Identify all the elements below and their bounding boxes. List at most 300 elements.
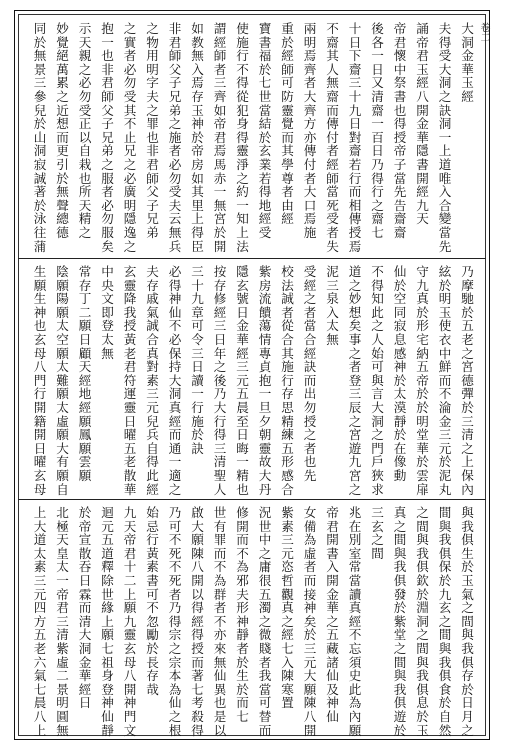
glyph: 三 (213, 75, 227, 91)
glyph: 吞 (78, 559, 92, 575)
glyph: 同 (33, 21, 47, 36)
text-column (32, 506, 49, 737)
glyph: 行 (146, 532, 159, 548)
glyph: 之 (393, 640, 407, 656)
glyph: 之 (236, 170, 249, 186)
glyph: 太 (56, 399, 69, 415)
glyph: 華 (123, 481, 137, 497)
glyph: 得 (371, 277, 384, 293)
glyph: 房 (258, 277, 272, 293)
glyph: 神 (236, 613, 249, 629)
glyph: 三 (146, 386, 159, 402)
glyph: 間 (438, 627, 452, 643)
glyph: 當 (348, 572, 362, 588)
text-column (77, 22, 94, 240)
glyph: 勿 (101, 211, 114, 227)
glyph: 子 (393, 156, 407, 172)
text-band-lower (18, 506, 486, 738)
glyph: 真 (348, 600, 362, 616)
glyph: 元 (146, 399, 159, 415)
glyph: 金 (236, 318, 249, 334)
glyph: 流 (258, 291, 272, 307)
glyph: 景 (56, 681, 69, 697)
glyph: 三 (303, 640, 317, 656)
glyph: 告 (393, 197, 407, 213)
glyph: 廣 (123, 184, 137, 200)
glyph: 異 (213, 681, 227, 697)
glyph: 於 (191, 129, 204, 145)
text-column (257, 22, 274, 240)
glyph: 真 (168, 399, 182, 415)
glyph: 之 (348, 345, 362, 361)
glyph: 兵 (168, 238, 182, 254)
glyph: 齋 (371, 211, 384, 227)
glyph: 入 (326, 304, 339, 320)
glyph: 生 (461, 545, 474, 561)
glyph: 考 (191, 695, 204, 711)
glyph: 紫 (258, 264, 272, 279)
glyph: 始 (371, 345, 384, 361)
glyph: 存 (461, 668, 474, 684)
glyph: 當 (258, 102, 272, 118)
text-column (369, 265, 386, 496)
glyph: 三 (33, 572, 47, 588)
glyph: 紫 (281, 505, 294, 520)
glyph: 人 (371, 331, 384, 347)
glyph: 精 (78, 211, 92, 227)
glyph: 動 (393, 467, 407, 483)
glyph: 可 (371, 359, 384, 375)
glyph: 於 (438, 454, 452, 470)
glyph: 而 (303, 572, 317, 588)
glyph: 之 (168, 708, 182, 724)
glyph: 得 (438, 34, 452, 50)
glyph: 夕 (258, 413, 272, 429)
glyph: 君 (213, 129, 227, 145)
glyph: 帝 (326, 505, 339, 520)
glyph: 從 (236, 88, 249, 104)
glyph: 八 (303, 708, 317, 724)
glyph: 於 (461, 559, 474, 575)
glyph: 開 (303, 722, 317, 738)
glyph: 使 (438, 318, 452, 334)
glyph: 開 (191, 572, 204, 588)
glyph: 遊 (348, 440, 362, 456)
glyph: 洞 (78, 640, 92, 656)
glyph: 經 (326, 156, 339, 172)
glyph: 若 (258, 170, 272, 186)
glyph: 犯 (236, 102, 249, 118)
glyph: 之 (78, 61, 92, 77)
glyph: 與 (438, 518, 452, 534)
glyph: 君 (123, 545, 137, 561)
glyph: 保 (438, 559, 452, 575)
glyph: 替 (258, 708, 272, 724)
glyph: 寂 (393, 318, 407, 334)
glyph: 玉 (438, 304, 452, 320)
glyph: 仙 (101, 708, 114, 724)
glyph: 三 (348, 75, 362, 91)
glyph: 地 (78, 386, 92, 402)
glyph: 中 (393, 61, 407, 77)
glyph: 金 (78, 654, 92, 670)
glyph: 生 (236, 668, 249, 684)
glyph: 學 (281, 156, 294, 172)
glyph: 此 (371, 304, 384, 320)
glyph: 庸 (258, 559, 272, 575)
glyph: 真 (281, 600, 294, 616)
glyph: 齋 (326, 88, 339, 104)
glyph: 之 (303, 291, 317, 307)
glyph: 言 (371, 386, 384, 402)
text-column (369, 506, 386, 560)
glyph: 恣 (281, 559, 294, 575)
text-column (54, 506, 71, 737)
glyph: 可 (168, 518, 182, 534)
glyph: 宅 (416, 331, 429, 347)
glyph: 者 (236, 640, 249, 656)
text-column (122, 22, 139, 253)
glyph: 七 (258, 75, 272, 91)
glyph: 總 (56, 211, 69, 227)
glyph: 大 (303, 88, 317, 104)
glyph: 山 (33, 129, 47, 145)
glyph: 父 (101, 102, 114, 118)
glyph: 施 (191, 413, 204, 429)
glyph: 施 (168, 129, 182, 145)
glyph: 洞 (438, 116, 452, 132)
glyph: 行 (281, 372, 294, 388)
glyph: 登 (348, 372, 362, 388)
glyph: 服 (101, 224, 114, 240)
glyph: 抱 (101, 21, 114, 36)
glyph: 紫 (56, 640, 69, 656)
glyph: 於 (393, 722, 407, 738)
glyph: 願 (56, 277, 69, 293)
glyph: 修 (213, 291, 227, 307)
glyph: 保 (461, 467, 474, 483)
glyph: 日 (348, 34, 362, 50)
glyph: 使 (236, 21, 249, 36)
glyph: 不 (146, 600, 159, 616)
glyph: 五 (416, 359, 429, 375)
glyph: 別 (348, 532, 362, 548)
glyph: 尊 (281, 170, 294, 186)
glyph: 上 (33, 722, 47, 738)
glyph: 齋 (393, 211, 407, 227)
glyph: 對 (146, 359, 159, 375)
glyph: 三 (191, 264, 204, 279)
glyph: 形 (236, 600, 249, 616)
glyph: 開 (123, 681, 137, 697)
text-column (212, 22, 229, 253)
glyph: 各 (371, 34, 384, 50)
glyph: 一 (371, 116, 384, 132)
glyph: 之 (213, 359, 227, 375)
glyph: 經 (78, 399, 92, 415)
glyph: 元 (33, 586, 47, 602)
text-column (54, 265, 71, 496)
glyph: 俱 (438, 668, 452, 684)
glyph: 世 (258, 518, 272, 534)
glyph: 兵 (146, 427, 159, 443)
glyph: 自 (438, 708, 452, 724)
glyph: 之 (438, 88, 452, 104)
glyph: 日 (213, 331, 227, 347)
glyph: 太 (101, 331, 114, 347)
glyph: 陳 (281, 668, 294, 684)
glyph: 與 (438, 640, 452, 656)
glyph: 神 (33, 304, 47, 320)
glyph: 老 (33, 640, 47, 656)
glyph: 君 (326, 518, 339, 534)
glyph: 近 (56, 102, 69, 118)
glyph: 忌 (146, 518, 159, 534)
glyph: 出 (303, 386, 317, 402)
glyph: 天 (416, 211, 429, 227)
glyph: 若 (348, 156, 362, 172)
glyph: 先 (438, 238, 452, 254)
glyph: 矣 (101, 238, 114, 254)
glyph: 而 (326, 102, 339, 118)
glyph: 弟 (146, 224, 159, 240)
glyph: 後 (213, 372, 227, 388)
glyph: 仙 (168, 304, 182, 320)
glyph: 仙 (326, 668, 339, 684)
glyph: 中 (438, 345, 452, 361)
glyph: 帝 (393, 143, 407, 159)
glyph: 入 (438, 184, 452, 200)
glyph: 始 (146, 505, 159, 520)
glyph: 經 (213, 304, 227, 320)
glyph: 氣 (33, 668, 47, 684)
glyph: 晨 (33, 695, 47, 711)
glyph: 置 (281, 695, 294, 711)
glyph: 天 (123, 518, 137, 534)
glyph: 也 (101, 48, 114, 64)
glyph: 者 (213, 61, 227, 77)
glyph: 一 (168, 454, 182, 470)
glyph: 實 (123, 34, 137, 50)
glyph: 清 (213, 454, 227, 470)
glyph: 受 (258, 224, 272, 240)
glyph: 死 (326, 197, 339, 213)
text-column (324, 506, 341, 724)
glyph: 此 (146, 467, 159, 483)
glyph: 罪 (146, 116, 159, 132)
glyph: 迴 (101, 505, 114, 520)
text-column (234, 265, 251, 496)
glyph: 經 (78, 372, 92, 388)
glyph: 得 (236, 75, 249, 91)
glyph: 授 (191, 640, 204, 656)
glyph: 對 (348, 129, 362, 145)
glyph: 隱 (123, 211, 137, 227)
glyph: 君 (146, 156, 159, 172)
glyph: 三 (348, 386, 362, 402)
glyph: 九 (416, 197, 429, 213)
glyph: 也 (393, 102, 407, 118)
glyph: 求 (371, 481, 384, 497)
glyph: 神 (168, 291, 182, 307)
glyph: 生 (33, 264, 47, 279)
text-column (257, 506, 274, 737)
text-column (459, 22, 476, 104)
glyph: 有 (56, 454, 69, 470)
glyph: 訣 (303, 359, 317, 375)
glyph: 經 (303, 345, 317, 361)
glyph: 明 (438, 291, 452, 307)
text-column (234, 22, 251, 253)
glyph: 得 (236, 129, 249, 145)
glyph: 其 (281, 345, 294, 361)
glyph: 難 (56, 372, 69, 388)
glyph: 之 (348, 277, 362, 293)
glyph: 我 (123, 304, 137, 320)
glyph: 師 (326, 170, 339, 186)
glyph: 門 (371, 440, 384, 456)
glyph: 非 (101, 61, 114, 77)
glyph: 赤 (213, 170, 227, 186)
glyph: 泉 (326, 291, 339, 307)
glyph: 又 (371, 75, 384, 91)
glyph: 我 (416, 668, 429, 684)
glyph: 丹 (258, 481, 272, 497)
glyph: 無 (213, 654, 227, 670)
glyph: 哉 (146, 681, 159, 697)
glyph: 我 (461, 518, 474, 534)
text-column (77, 265, 94, 483)
glyph: 華 (416, 440, 429, 456)
glyph: 自 (146, 440, 159, 456)
glyph: 君 (168, 34, 182, 50)
glyph: 欽 (416, 572, 429, 588)
glyph: 於 (438, 277, 452, 293)
glyph: 室 (348, 545, 362, 561)
glyph: 逸 (123, 224, 137, 240)
glyph: 之 (258, 545, 272, 561)
glyph: 書 (258, 34, 272, 50)
glyph: 亦 (213, 627, 227, 643)
glyph: 不 (326, 21, 339, 36)
glyph: 法 (236, 238, 249, 254)
glyph: 陳 (191, 545, 204, 561)
glyph: 元 (236, 372, 249, 388)
glyph: 後 (371, 21, 384, 36)
glyph: 諸 (326, 654, 339, 670)
glyph: 元 (101, 518, 114, 534)
glyph: 乃 (461, 264, 474, 279)
glyph: 散 (123, 467, 137, 483)
glyph: 保 (168, 345, 182, 361)
glyph: 玉 (461, 75, 474, 91)
glyph: 子 (101, 116, 114, 132)
glyph: 而 (236, 532, 249, 548)
glyph: 著 (33, 184, 47, 200)
glyph: 號 (236, 291, 249, 307)
glyph: 存 (78, 277, 92, 293)
glyph: 授 (303, 413, 317, 429)
glyph: 帝 (78, 518, 92, 534)
glyph: 形 (281, 454, 294, 470)
glyph: 經 (281, 627, 294, 643)
glyph: 謂 (213, 21, 227, 36)
glyph: 訣 (438, 102, 452, 118)
glyph: 當 (303, 318, 317, 334)
glyph: 於 (461, 399, 474, 415)
glyph: 之 (168, 481, 182, 497)
glyph: 其 (326, 48, 339, 64)
glyph: 行 (348, 170, 362, 186)
glyph: 靈 (123, 627, 137, 643)
glyph: 神 (123, 695, 137, 711)
glyph: 祖 (101, 654, 114, 670)
glyph: 及 (326, 681, 339, 697)
glyph: 五 (461, 318, 474, 334)
glyph: 於 (438, 572, 452, 588)
glyph: 像 (393, 454, 407, 470)
glyph: 想 (348, 304, 362, 320)
glyph: 而 (438, 372, 452, 388)
glyph: 降 (123, 291, 137, 307)
glyph: 微 (258, 627, 272, 643)
glyph: 業 (258, 156, 272, 172)
glyph: 於 (393, 372, 407, 388)
glyph: 一 (101, 34, 114, 50)
glyph: 合 (438, 197, 452, 213)
glyph: 之 (326, 613, 339, 629)
glyph: 者 (258, 654, 272, 670)
glyph: 存 (191, 88, 204, 104)
glyph: 玄 (236, 277, 249, 293)
glyph: 丁 (78, 291, 92, 307)
glyph: 濁 (258, 600, 272, 616)
text-column (324, 265, 341, 347)
glyph: 丸 (438, 481, 452, 497)
glyph: 史 (348, 668, 362, 684)
glyph: 兒 (33, 102, 47, 118)
glyph: 天 (78, 359, 92, 375)
glyph: 於 (438, 695, 452, 711)
glyph: 兆 (348, 505, 362, 520)
glyph: 事 (348, 331, 362, 347)
glyph: 經 (258, 211, 272, 227)
glyph: 乃 (168, 505, 182, 520)
glyph: 符 (123, 372, 137, 388)
glyph: 日 (461, 695, 474, 711)
glyph: 太 (56, 318, 69, 334)
glyph: 釋 (101, 559, 114, 575)
glyph: 為 (168, 681, 182, 697)
glyph: 九 (416, 277, 429, 293)
glyph: 行 (213, 413, 227, 429)
glyph: 勿 (123, 75, 137, 91)
glyph: 二 (123, 572, 137, 588)
glyph: 十 (348, 88, 362, 104)
glyph: 齊 (303, 102, 317, 118)
text-column (144, 22, 161, 240)
glyph: 俱 (461, 532, 474, 548)
glyph: 老 (461, 331, 474, 347)
glyph: 玉 (416, 61, 429, 77)
glyph: 間 (438, 505, 452, 520)
glyph: 上 (191, 211, 204, 227)
glyph: 息 (416, 695, 429, 711)
glyph: 鳳 (78, 427, 92, 443)
glyph: 空 (393, 291, 407, 307)
glyph: 其 (191, 184, 204, 200)
glyph: 唯 (438, 170, 452, 186)
